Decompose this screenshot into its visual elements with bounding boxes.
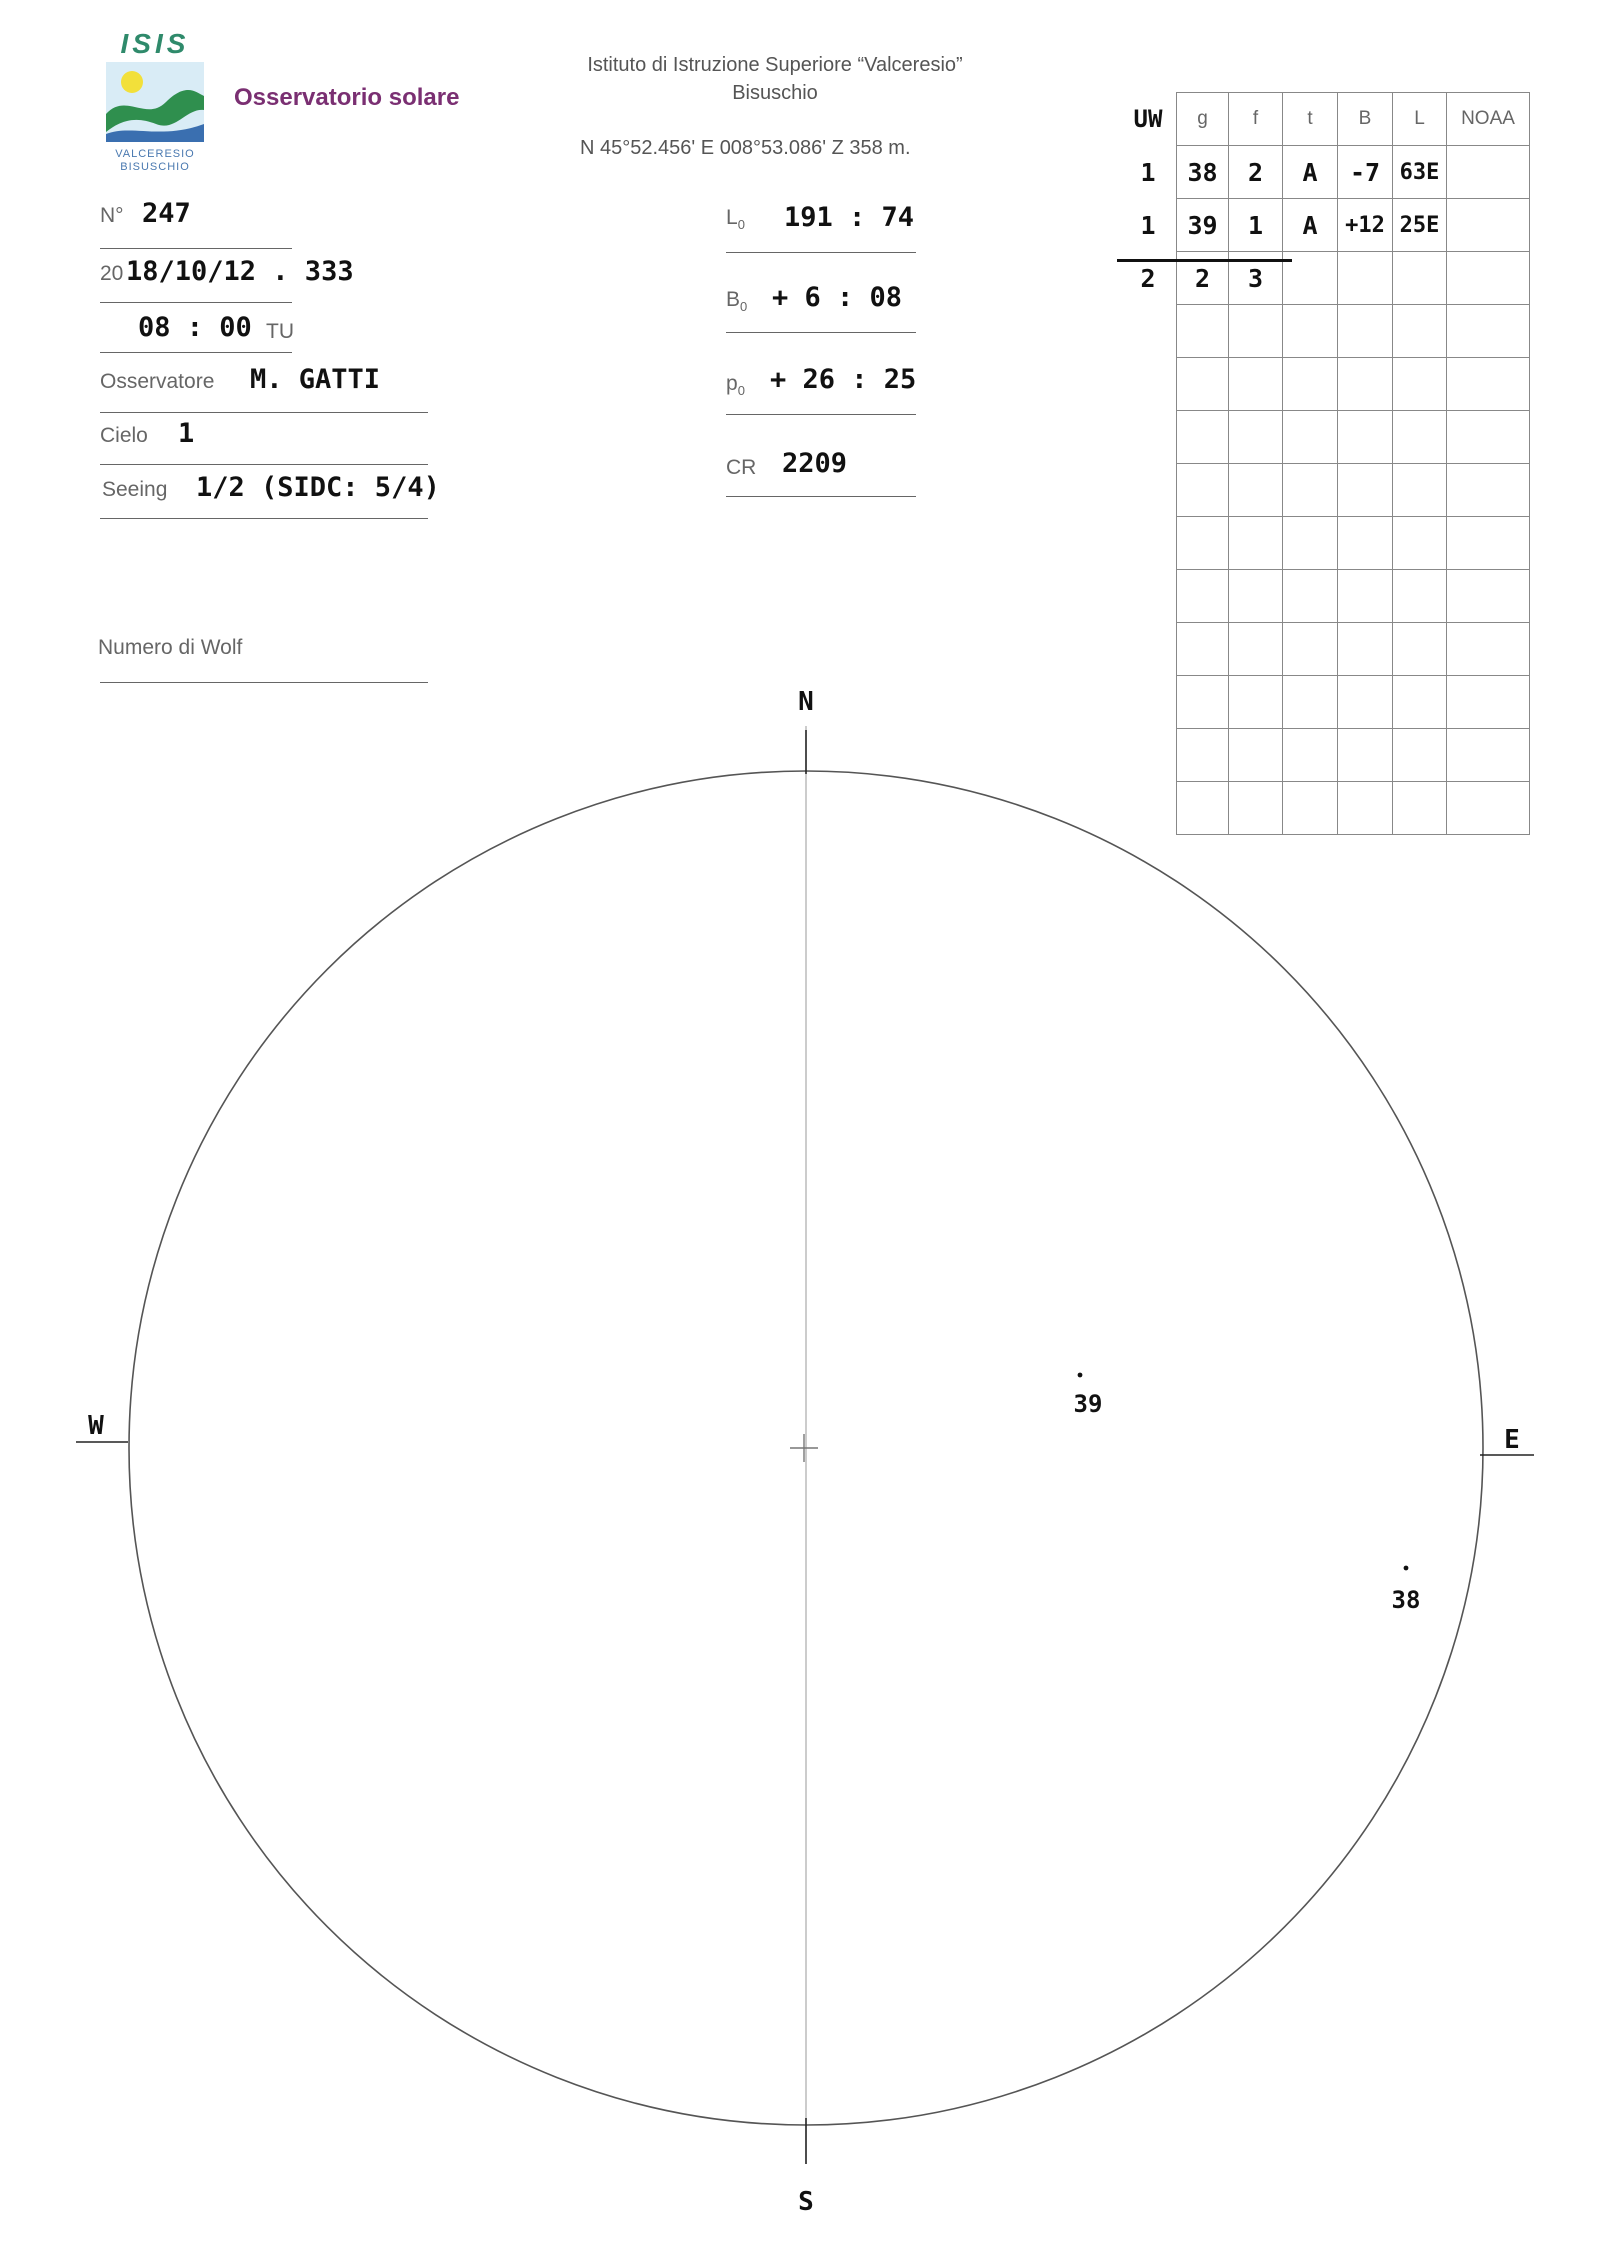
logo-caption: VALCERESIO [115,148,195,160]
table-cell: A [1283,146,1338,199]
column-header-f: f [1229,93,1283,146]
sky-value: 1 [178,418,195,449]
table-cell: 39 [1177,199,1229,252]
number-label: N° [100,204,124,227]
logo-wordmark: ISIS [120,28,190,59]
time-unit: TU [266,320,294,343]
table-cell: 1 [1229,199,1283,252]
carrington-rotation-value: 2209 [782,448,848,479]
sunspot-group-39-label: 39 [1073,1390,1103,1418]
site-coordinates: N 45°52.456' E 008°53.086' Z 358 m. [580,137,911,159]
p0-label: $p_0$ [726,372,745,399]
table-cell: 2 [1140,263,1156,293]
l0-label: $L_0$ [726,206,745,233]
sky-label: Cielo [100,424,148,447]
date-value: 18/10/12 . 333 [126,256,354,287]
seeing-label: Seeing [102,478,168,501]
seeing-value: 1/2 (SIDC: 5/4) [196,472,440,503]
table-cell: 63E [1393,146,1447,199]
number-value: 247 [142,198,191,229]
west-label: W [88,1411,104,1441]
column-header-b: B [1338,93,1393,146]
column-header-l: L [1393,93,1447,146]
table-cell: 25E [1393,199,1447,252]
table-cell: 3 [1229,252,1283,305]
table-cell: 1 [1140,157,1156,187]
table-cell: -7 [1338,146,1393,199]
observer-value: M. GATTI [250,364,381,395]
table-cell: A [1283,199,1338,252]
column-header-t: t [1283,93,1338,146]
wolf-number-label: Numero di Wolf [98,636,243,659]
sunspot-group-39 [1078,1373,1083,1378]
sunspot-group-38-label: 38 [1391,1586,1421,1614]
sunspot-group-38 [1404,1566,1409,1571]
south-label: S [798,2187,814,2217]
institute-name: Istituto di Istruzione Superiore “Valceresio” [587,54,963,76]
carrington-rotation-label: CR [726,456,757,479]
north-label: N [798,687,814,717]
time-value: 08 : 00 [138,312,252,343]
l0-value: 191 : 74 [784,202,915,233]
column-header-noaa: NOAA [1447,93,1530,146]
table-cell: +12 [1338,199,1393,252]
table-cell: 2 [1229,146,1283,199]
observatory-name: Osservatorio solare [234,84,460,111]
institute-town: Bisuschio [732,82,818,104]
p0-value: + 26 : 25 [770,364,917,395]
column-header-g: g [1177,93,1229,146]
column-header-uw: UW [1133,105,1163,133]
table-cell: 38 [1177,146,1229,199]
date-prefix: 20 [100,262,124,285]
b0-label: $B_0$ [726,288,748,315]
table-cell: 1 [1140,210,1156,240]
east-label: E [1504,1425,1520,1455]
table-cell: 2 [1177,252,1229,305]
logo-caption: BISUSCHIO [120,161,190,173]
b0-value: + 6 : 08 [772,282,903,313]
observer-label: Osservatore [100,370,215,393]
